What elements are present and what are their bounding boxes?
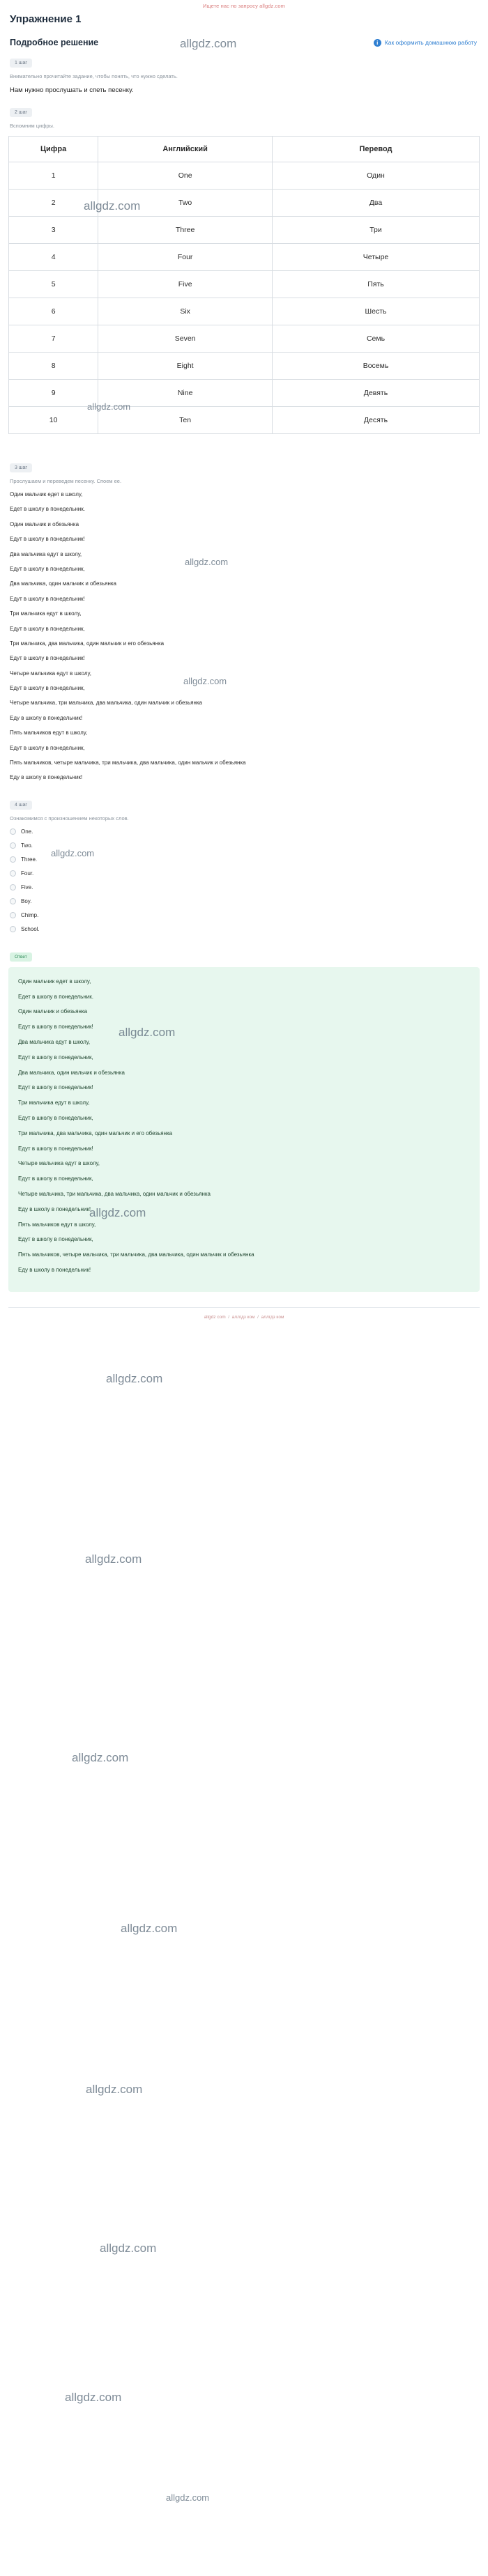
radio-option-label: Three. xyxy=(21,856,38,863)
watermark: allgdz.com xyxy=(85,1552,142,1566)
radio-option-label: Two. xyxy=(21,842,33,849)
table-cell: Seven xyxy=(98,325,273,353)
footer-item: аллгдз ком xyxy=(231,1314,255,1320)
radio-option-label: Five. xyxy=(21,884,33,890)
watermark: allgdz.com xyxy=(183,675,227,686)
footer: allgdz com / аллгдз ком / аллгдз ком xyxy=(8,1307,480,1325)
answer-line: Четыре мальчика, три мальчика, два мальчика, один мальчик и обезьянка xyxy=(18,1190,211,1197)
step-4-description: Ознакомимся с произношением некоторых слов. xyxy=(10,815,129,822)
page-title: Упражнение 1 xyxy=(10,13,82,25)
song-line: Едут в школу в понедельник, xyxy=(10,744,85,751)
footer-item: allgdz com xyxy=(204,1314,226,1320)
table-cell: Девять xyxy=(273,380,480,407)
table-cell: Eight xyxy=(98,353,273,380)
info-icon: i xyxy=(374,39,381,47)
table-cell: Два xyxy=(273,190,480,217)
answer-line: Едет в школу в понедельник. xyxy=(18,993,93,1000)
watermark: allgdz.com xyxy=(106,1371,163,1385)
how-to-format-homework-label: Как оформить домашнюю работу xyxy=(384,39,477,46)
table-cell: Four xyxy=(98,244,273,271)
watermark: allgdz.com xyxy=(87,401,131,412)
song-line: Один мальчик и обезьянка xyxy=(10,520,79,527)
table-cell: Семь xyxy=(273,325,480,353)
table-cell: 1 xyxy=(9,162,98,190)
table-cell: Five xyxy=(98,271,273,298)
table-cell: Шесть xyxy=(273,298,480,325)
watermark: allgdz.com xyxy=(65,2390,122,2404)
table-cell: 3 xyxy=(9,217,98,244)
song-line: Четыре мальчика едут в школу, xyxy=(10,670,91,677)
radio-option-label: School. xyxy=(21,925,40,932)
radio-option-label: Four. xyxy=(21,870,34,877)
table-cell: Ten xyxy=(98,407,273,434)
table-header-cell: Английский xyxy=(98,137,273,162)
song-line: Едет в школу в понедельник. xyxy=(10,506,85,513)
step-3-chip: 3 шаг xyxy=(10,463,32,472)
answer-line: Едут в школу в понедельник, xyxy=(18,1175,93,1182)
watermark: allgdz.com xyxy=(100,2241,157,2255)
watermark: allgdz.com xyxy=(119,1025,176,1039)
song-line: Один мальчик едет в школу, xyxy=(10,491,83,498)
answer-line: Один мальчик едет в школу, xyxy=(18,978,91,985)
song-line: Два мальчика едут в школу, xyxy=(10,550,82,557)
answer-line: Пять мальчиков, четыре мальчика, три мальчика, два мальчика, один мальчик и обезьянка xyxy=(18,1251,254,1258)
answer-line: Едут в школу в понедельник, xyxy=(18,1054,93,1061)
song-line: Два мальчика, один мальчик и обезьянка xyxy=(10,580,116,587)
table-cell: Nine xyxy=(98,380,273,407)
detailed-solution-heading: Подробное решение xyxy=(10,38,99,47)
step-2-description: Вспомним цифры. xyxy=(10,123,55,129)
table-header-cell: Цифра xyxy=(9,137,98,162)
watermark: allgdz.com xyxy=(121,1922,178,1936)
watermark: allgdz.com xyxy=(72,1751,129,1765)
table-cell: Восемь xyxy=(273,353,480,380)
song-line: Едут в школу в понедельник! xyxy=(10,536,85,543)
table-cell: Три xyxy=(273,217,480,244)
song-line: Пять мальчиков едут в школу, xyxy=(10,730,88,736)
answer-line: Пять мальчиков едут в школу, xyxy=(18,1221,96,1228)
table-cell: Six xyxy=(98,298,273,325)
watermark: allgdz.com xyxy=(180,36,237,50)
song-line: Еду в школу в понедельник! xyxy=(10,714,83,721)
answer-line: Четыре мальчика едут в школу, xyxy=(18,1160,100,1167)
answer-line: Едут в школу в понедельник! xyxy=(18,1024,93,1031)
table-cell: Пять xyxy=(273,271,480,298)
answer-chip: Ответ xyxy=(10,952,32,962)
watermark: allgdz.com xyxy=(84,199,141,213)
watermark: allgdz.com xyxy=(89,1205,146,1219)
table-cell: 6 xyxy=(9,298,98,325)
watermark: allgdz.com xyxy=(166,2492,210,2503)
step-1-chip: 1 шаг xyxy=(10,59,32,68)
answer-line: Три мальчика, два мальчика, один мальчик и его обезьянка xyxy=(18,1129,173,1136)
table-cell: 8 xyxy=(9,353,98,380)
table-header-cell: Перевод xyxy=(273,137,480,162)
radio-option-label: Boy. xyxy=(21,897,32,904)
table-cell: Один xyxy=(273,162,480,190)
song-line: Едут в школу в понедельник, xyxy=(10,625,85,632)
table-cell: 9 xyxy=(9,380,98,407)
table-cell: Четыре xyxy=(273,244,480,271)
radio-option-label: One. xyxy=(21,828,33,835)
table-cell: Two xyxy=(98,190,273,217)
table-cell: Десять xyxy=(273,407,480,434)
table-cell: 2 xyxy=(9,190,98,217)
footer-item: аллгдз ком xyxy=(261,1314,284,1320)
table-cell: 4 xyxy=(9,244,98,271)
song-line: Едут в школу в понедельник, xyxy=(10,565,85,572)
step-1-description: Внимательно прочитайте задание, чтобы понять, что нужно сделать. xyxy=(10,73,178,79)
step-3-description: Прослушаем и переведем песенку. Споем ее. xyxy=(10,478,122,484)
answer-line: Три мальчика едут в школу, xyxy=(18,1100,90,1106)
watermark: allgdz.com xyxy=(86,2082,143,2096)
table-cell: 10 xyxy=(9,407,98,434)
answer-line: Едут в школу в понедельник, xyxy=(18,1114,93,1121)
answer-line: Два мальчика, один мальчик и обезьянка xyxy=(18,1069,125,1076)
table-cell: Three xyxy=(98,217,273,244)
song-line: Пять мальчиков, четыре мальчика, три мальчика, два мальчика, один мальчик и обезьянка xyxy=(10,759,246,766)
song-line: Еду в школу в понедельник! xyxy=(10,774,83,781)
step-4-chip: 4 шаг xyxy=(10,801,32,810)
song-line: Три мальчика едут в школу, xyxy=(10,610,82,617)
song-line: Четыре мальчика, три мальчика, два мальчика, один мальчик и обезьянка xyxy=(10,700,203,707)
top-search-note: Ищете нас по запросу allgdz.com xyxy=(202,3,285,9)
answer-line: Едут в школу в понедельник! xyxy=(18,1145,93,1152)
answer-line: Один мальчик и обезьянка xyxy=(18,1008,88,1015)
watermark: allgdz.com xyxy=(51,848,95,859)
answer-line: Еду в школу в понедельник! xyxy=(18,1205,91,1212)
table-cell: 7 xyxy=(9,325,98,353)
song-line: Едут в школу в понедельник! xyxy=(10,595,85,602)
song-line: Едут в школу в понедельник! xyxy=(10,655,85,662)
table-cell: One xyxy=(98,162,273,190)
answer-line: Едут в школу в понедельник! xyxy=(18,1084,93,1091)
answer-line: Едут в школу в понедельник, xyxy=(18,1236,93,1243)
radio-option-label: Chimp. xyxy=(21,911,39,918)
song-line: Едут в школу в понедельник, xyxy=(10,685,85,692)
watermark: allgdz.com xyxy=(185,557,229,568)
answer-line: Два мальчика едут в школу, xyxy=(18,1039,91,1045)
table-cell: 5 xyxy=(9,271,98,298)
song-line: Три мальчика, два мальчика, один мальчик и его обезьянка xyxy=(10,640,165,647)
step-2-chip: 2 шаг xyxy=(10,108,32,117)
step-1-text: Нам нужно прослушать и спеть песенку. xyxy=(10,86,134,94)
answer-line: Еду в школу в понедельник! xyxy=(18,1266,91,1273)
